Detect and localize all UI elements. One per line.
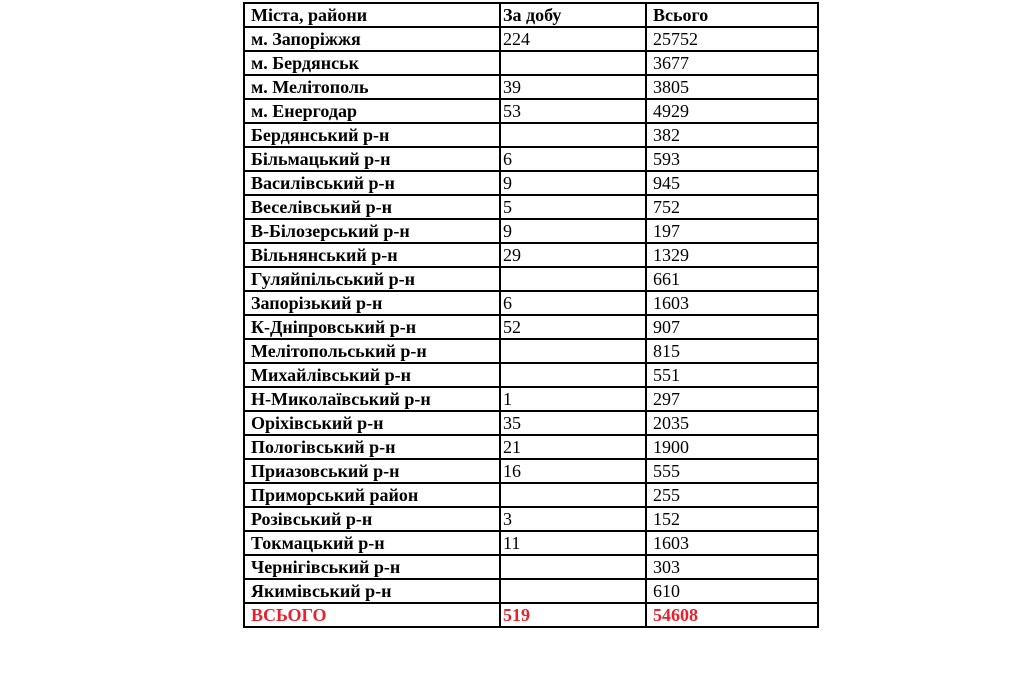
row-cell-daily: 6 [500,147,646,171]
row-cell-city: Більмацький р-н [244,147,500,171]
row-cell-daily: 6 [500,291,646,315]
table-row [244,387,818,411]
header-cell-city: Міста, райони [244,3,500,27]
row-cell-daily: 16 [500,459,646,483]
total-row [244,603,818,627]
row-cell-total: 593 [646,147,818,171]
table-row [244,339,818,363]
table-row [244,435,818,459]
row-cell-total: 551 [646,363,818,387]
row-cell-total: 945 [646,171,818,195]
total-label: ВСЬОГО [244,603,500,627]
row-cell-city: Запорізький р-н [244,291,500,315]
row-cell-city: м. Мелітополь [244,75,500,99]
row-cell-daily: 5 [500,195,646,219]
row-cell-city: м. Запоріжжя [244,27,500,51]
row-cell-city: Василівський р-н [244,171,500,195]
row-cell-daily: 9 [500,219,646,243]
row-cell-total: 382 [646,123,818,147]
table-row [244,363,818,387]
row-cell-total: 1900 [646,435,818,459]
row-cell-total: 661 [646,267,818,291]
row-cell-total: 25752 [646,27,818,51]
row-cell-total: 3677 [646,51,818,75]
row-cell-city: Якимівський р-н [244,579,500,603]
row-cell-city: К-Дніпровський р-н [244,315,500,339]
header-cell-total: Всього [646,3,818,27]
row-cell-city: В-Білозерський р-н [244,219,500,243]
row-cell-total: 555 [646,459,818,483]
row-cell-total: 197 [646,219,818,243]
row-cell-daily [500,363,646,387]
row-cell-city: Мелітопольський р-н [244,339,500,363]
row-cell-daily: 52 [500,315,646,339]
row-cell-city: Н-Миколаївський р-н [244,387,500,411]
row-cell-total: 2035 [646,411,818,435]
row-cell-daily: 9 [500,171,646,195]
table-row [244,555,818,579]
header-row [244,3,818,27]
row-cell-total: 297 [646,387,818,411]
table-row [244,99,818,123]
table-row [244,243,818,267]
row-cell-daily [500,483,646,507]
row-cell-total: 1603 [646,531,818,555]
row-cell-total: 152 [646,507,818,531]
table-row [244,171,818,195]
row-cell-city: Михайлівський р-н [244,363,500,387]
table-row [244,27,818,51]
row-cell-total: 1603 [646,291,818,315]
table-row [244,75,818,99]
row-cell-city: Чернігівський р-н [244,555,500,579]
table-row [244,123,818,147]
row-cell-daily [500,579,646,603]
table-row [244,459,818,483]
row-cell-city: Вільнянський р-н [244,243,500,267]
row-cell-city: Бердянський р-н [244,123,500,147]
row-cell-city: Оріхівський р-н [244,411,500,435]
row-cell-city: Пологівський р-н [244,435,500,459]
row-cell-daily: 21 [500,435,646,459]
row-cell-daily: 11 [500,531,646,555]
row-cell-city: Приазовський р-н [244,459,500,483]
table-row [244,315,818,339]
row-cell-daily: 1 [500,387,646,411]
row-cell-city: Веселівський р-н [244,195,500,219]
table-row [244,483,818,507]
table-row [244,579,818,603]
row-cell-city: Приморський район [244,483,500,507]
row-cell-daily [500,123,646,147]
table-row [244,195,818,219]
row-cell-daily: 35 [500,411,646,435]
table-body [244,27,818,603]
row-cell-daily: 53 [500,99,646,123]
row-cell-total: 303 [646,555,818,579]
row-cell-daily: 224 [500,27,646,51]
table-row [244,51,818,75]
table-row [244,267,818,291]
row-cell-daily: 3 [500,507,646,531]
row-cell-city: м. Бердянськ [244,51,500,75]
row-cell-total: 815 [646,339,818,363]
row-cell-daily: 29 [500,243,646,267]
row-cell-total: 610 [646,579,818,603]
header-cell-daily: За добу [500,3,646,27]
row-cell-city: м. Енергодар [244,99,500,123]
table-row [244,291,818,315]
row-cell-total: 907 [646,315,818,339]
row-cell-total: 1329 [646,243,818,267]
row-cell-daily [500,267,646,291]
row-cell-daily [500,51,646,75]
covid-stats-table [243,2,819,628]
row-cell-total: 752 [646,195,818,219]
table-row [244,219,818,243]
row-cell-city: Токмацький р-н [244,531,500,555]
row-cell-daily [500,339,646,363]
table-row [244,531,818,555]
row-cell-city: Гуляйпільський р-н [244,267,500,291]
row-cell-total: 4929 [646,99,818,123]
total-daily: 519 [500,603,646,627]
row-cell-city: Розівський р-н [244,507,500,531]
row-cell-daily [500,555,646,579]
table-row [244,147,818,171]
table-row [244,507,818,531]
table-row [244,411,818,435]
row-cell-total: 3805 [646,75,818,99]
total-all: 54608 [646,603,818,627]
row-cell-total: 255 [646,483,818,507]
row-cell-daily: 39 [500,75,646,99]
